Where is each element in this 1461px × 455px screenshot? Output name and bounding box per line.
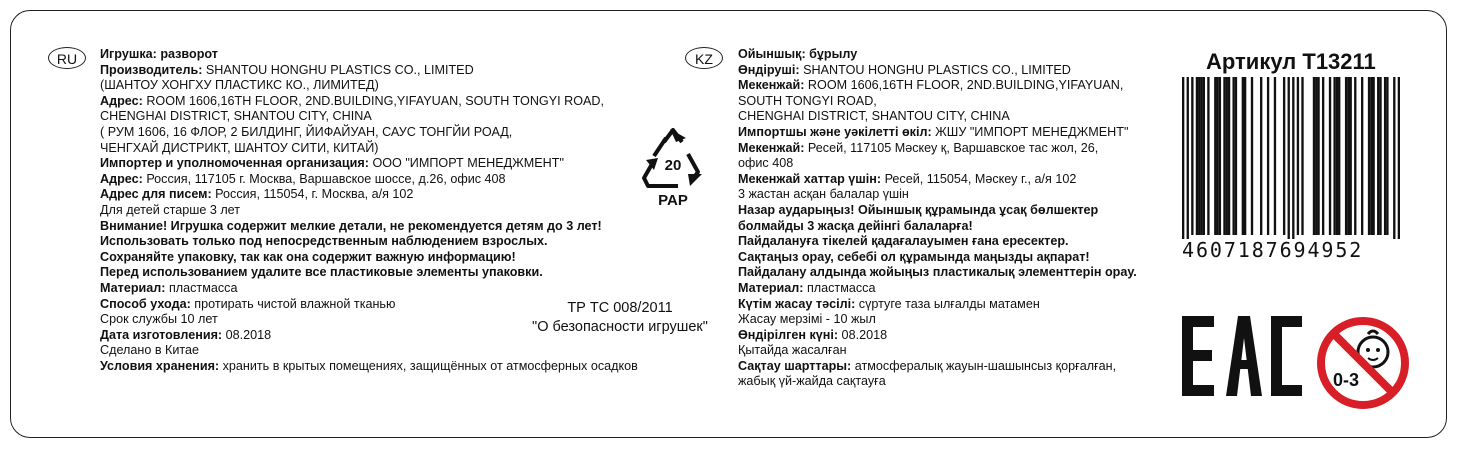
- ru-line-label: Материал:: [100, 280, 166, 295]
- barcode-bar: [1283, 77, 1285, 235]
- ru-line: [100, 359, 638, 375]
- barcode-bar: [1251, 77, 1253, 235]
- tr-ts-title: "О безопасности игрушек": [532, 319, 708, 335]
- barcode-bar: [1200, 77, 1202, 235]
- barcode-bar: [1361, 77, 1363, 235]
- barcode-bar: [1347, 77, 1349, 235]
- kz-line: [738, 187, 1137, 203]
- kz-line-label: Өндіруші:: [738, 62, 800, 77]
- barcode-bar: [1274, 77, 1276, 235]
- kz-line-label: Мекенжай:: [738, 140, 805, 155]
- kz-line-label: Өндірілген күні:: [738, 327, 839, 342]
- barcode-bar: [1226, 77, 1228, 235]
- kz-line: [738, 78, 1137, 94]
- barcode-bar: [1313, 77, 1315, 235]
- barcode-bar: [1333, 77, 1335, 235]
- recycle-code: PAP: [658, 192, 688, 208]
- kz-line-label: болмайды 3 жасқа дейінгі балаларға!: [738, 218, 973, 233]
- barcode-bar: [1301, 77, 1303, 235]
- kz-line: [738, 265, 1137, 281]
- barcode-bar: [1216, 77, 1218, 235]
- ru-line-text: ROOM 1606,16TH FLOOR, 2ND.BUILDING,YIFAYUAN, SOUTH TONGYI ROAD,: [142, 93, 604, 108]
- ru-line: [100, 281, 638, 297]
- barcode-bar: [1244, 77, 1246, 235]
- kz-line: [738, 281, 1137, 297]
- ru-line-text: SHANTOU HONGHU PLASTICS CO., LIMITED: [202, 62, 474, 77]
- ru-line-label: Импортер и уполномоченная организация:: [100, 156, 369, 171]
- kz-line: [738, 297, 1137, 313]
- ru-line: [100, 141, 638, 157]
- kz-line-label: Пайдалануға тікелей қадағалауымен ғана ересектер.: [738, 234, 1069, 249]
- ru-line-label: Дата изготовления:: [100, 327, 223, 342]
- ru-line: [100, 172, 638, 188]
- kz-line-text: SOUTH TONGYI ROAD,: [738, 93, 877, 108]
- kz-line: [738, 156, 1137, 172]
- barcode-bar: [1350, 77, 1352, 235]
- kz-line-text: атмосфералық жауын-шашынсыз қорғалған,: [851, 358, 1117, 373]
- kz-line-label: Назар аударыңыз! Ойыншық құрамында ұсақ бөлшектер: [738, 202, 1099, 217]
- kz-line: [738, 172, 1137, 188]
- barcode-bar: [1235, 77, 1237, 235]
- barcode-bar: [1317, 77, 1319, 235]
- kz-line-label: Мекенжай хаттар үшін:: [738, 171, 882, 186]
- barcode-bar: [1214, 77, 1216, 235]
- kz-line: [738, 94, 1137, 110]
- barcode-bar: [1297, 77, 1299, 235]
- recycle-number: 20: [664, 157, 682, 174]
- kz-line: [738, 125, 1137, 141]
- kz-line-text: ЖШУ "ИМПОРТ МЕНЕДЖМЕНТ": [931, 124, 1129, 139]
- kz-line: [738, 203, 1137, 219]
- barcode-bar: [1393, 77, 1395, 239]
- barcode-bar: [1207, 77, 1209, 235]
- kz-line-text: сүртуге таза ылғалды матамен: [855, 296, 1040, 311]
- barcode-bar: [1336, 77, 1338, 235]
- kz-line-text: Ресей, 115054, Мәскеу г., а/я 102: [881, 171, 1077, 186]
- tr-ts-number: ТР ТС 008/2011: [567, 300, 673, 316]
- ru-line: [100, 47, 638, 63]
- ru-line: [100, 250, 638, 266]
- ru-line: [100, 203, 638, 219]
- kz-line-label: Материал:: [738, 280, 804, 295]
- kz-line-text: Ресей, 117105 Мәскеу қ, Варшавское тас жол, 26,: [804, 140, 1099, 155]
- eac-mark-icon: [1182, 316, 1302, 396]
- ru-line-text: ЧЕНГХАЙ ДИСТРИКТ, ШАНТОУ СИТИ, КИТАЙ): [100, 140, 379, 155]
- barcode-bar: [1203, 77, 1205, 235]
- kz-line: [738, 234, 1137, 250]
- ru-line: [100, 78, 638, 94]
- ru-line-label: Адрес:: [100, 171, 143, 186]
- ru-line-label: Сохраняйте упаковку, так как она содержит важную информацию!: [100, 249, 516, 264]
- ru-line-label: Адрес:: [100, 93, 143, 108]
- kz-line-label: Ойыншық: бұрылу: [738, 47, 858, 61]
- ru-line-label: Использовать только под непосредственным наблюдением взрослых.: [100, 234, 548, 249]
- barcode-bar: [1377, 77, 1379, 235]
- article-number: Артикул T13211: [1206, 49, 1376, 74]
- ru-line-text: Сделано в Китае: [100, 343, 200, 358]
- barcode-bar: [1379, 77, 1381, 235]
- ru-line: [100, 265, 638, 281]
- ru-line-text: пластмасса: [165, 280, 238, 295]
- ru-line-text: ООО "ИМПОРТ МЕНЕДЖМЕНТ": [368, 156, 564, 171]
- ru-line-text: ( РУМ 1606, 16 ФЛОР, 2 БИЛДИНГ, ЙИФАЙУАН, САУС ТОНГЙИ РОАД,: [100, 124, 513, 139]
- ru-line: [100, 94, 638, 110]
- ru-line-label: Адрес для писем:: [100, 187, 212, 202]
- barcode-bar: [1191, 77, 1193, 235]
- ru-line: [100, 63, 638, 79]
- barcode-bar: [1182, 77, 1184, 239]
- barcode-bar: [1219, 77, 1221, 235]
- barcode-bar: [1338, 77, 1340, 235]
- ru-line-label: Игрушка: разворот: [100, 47, 218, 61]
- barcode-bar: [1292, 77, 1294, 239]
- kz-line: [738, 109, 1137, 125]
- barcode-bar: [1288, 77, 1290, 239]
- kz-text-block: [738, 47, 1137, 390]
- kz-line: [738, 312, 1137, 328]
- kz-line: [738, 374, 1137, 390]
- barcode-bar: [1242, 77, 1244, 235]
- barcode-digits: 4607187694952: [1182, 238, 1364, 262]
- ru-line-text: Срок службы 10 лет: [100, 312, 218, 327]
- kz-line: [738, 141, 1137, 157]
- kz-line: [738, 328, 1137, 344]
- barcode-bar: [1368, 77, 1370, 235]
- kz-line: [738, 359, 1137, 375]
- kz-line-text: 08.2018: [838, 327, 888, 342]
- kz-line-text: жабық үй-жайда сақтауға: [738, 374, 886, 389]
- kz-line-text: офис 408: [738, 156, 794, 171]
- kz-line-text: SHANTOU HONGHU PLASTICS CO., LIMITED: [799, 62, 1071, 77]
- barcode-bar: [1398, 77, 1400, 239]
- kz-line-label: Импортшы және уәкілетті өкіл:: [738, 124, 932, 139]
- barcode-bar: [1372, 77, 1374, 235]
- kz-line-text: Қытайда жасалған: [738, 343, 847, 358]
- recycling-icon: [634, 128, 712, 208]
- barcode-bar: [1386, 77, 1388, 235]
- barcode-bar: [1315, 77, 1317, 235]
- barcode-bar: [1329, 77, 1331, 235]
- ru-line-text: хранить в крытых помещениях, защищённых от атмосферных осадков: [219, 358, 638, 373]
- barcode-bar: [1354, 77, 1356, 235]
- kz-line-label: Сақтаңыз орау, себебі ол құрамында маңызды ақпарат!: [738, 249, 1090, 264]
- ru-line-text: Россия, 117105 г. Москва, Варшавское шоссе, д.26, офис 408: [142, 171, 506, 186]
- kz-line-label: Пайдалану алдында жойыңыз пластикалық элементтерін орау.: [738, 265, 1137, 280]
- ru-line-label: Способ ухода:: [100, 296, 191, 311]
- lang-badge-kz: KZ: [685, 47, 723, 69]
- barcode-bar: [1267, 77, 1269, 235]
- kz-line: [738, 219, 1137, 235]
- barcode-bar: [1196, 77, 1198, 235]
- ru-line-label: Производитель:: [100, 62, 203, 77]
- barcode-bar: [1345, 77, 1347, 235]
- kz-line: [738, 250, 1137, 266]
- barcode-bar: [1384, 77, 1386, 235]
- tr-ts-block: [520, 299, 720, 337]
- kz-line-text: пластмасса: [803, 280, 876, 295]
- kz-line: [738, 47, 1137, 63]
- barcode-icon: [1182, 77, 1400, 239]
- ru-line-text: протирать чистой влажной тканью: [190, 296, 396, 311]
- ru-line: [100, 343, 638, 359]
- barcode-bar: [1187, 77, 1189, 239]
- ru-line-label: Условия хранения:: [100, 358, 220, 373]
- barcode-bar: [1232, 77, 1234, 235]
- barcode-bar: [1260, 77, 1262, 235]
- barcode-bar: [1228, 77, 1230, 235]
- age-warning-icon: [1316, 316, 1410, 410]
- kz-line-text: CHENGHAI DISTRICT, SHANTOU CITY, CHINA: [738, 109, 1010, 124]
- kz-line-text: ROOM 1606,16TH FLOOR, 2ND.BUILDING,YIFAYUAN,: [804, 78, 1124, 93]
- age-label: 0-3: [1332, 370, 1360, 390]
- lang-badge-ru: RU: [48, 47, 86, 69]
- ru-line-label: Внимание! Игрушка содержит мелкие детали, не рекомендуется детям до 3 лет!: [100, 218, 602, 233]
- ru-line-text: Россия, 115054, г. Москва, а/я 102: [211, 187, 414, 202]
- kz-line-label: Күтім жасау тәсілі:: [738, 296, 856, 311]
- ru-line-text: Для детей старше 3 лет: [100, 202, 241, 217]
- ru-line: [100, 187, 638, 203]
- ru-line: [100, 109, 638, 125]
- kz-line: [738, 343, 1137, 359]
- ru-line: [100, 234, 638, 250]
- ru-line-text: CHENGHAI DISTRICT, SHANTOU CITY, CHINA: [100, 109, 372, 124]
- kz-line-text: 3 жастан асқан балалар үшін: [738, 187, 909, 202]
- ru-line-label: Перед использованием удалите все пластиковые элементы упаковки.: [100, 265, 543, 280]
- kz-line-label: Мекенжай:: [738, 78, 805, 93]
- barcode-bar: [1370, 77, 1372, 235]
- barcode-bar: [1223, 77, 1225, 235]
- ru-line: [100, 156, 638, 172]
- ru-line-text: (ШАНТОУ ХОНГХУ ПЛАСТИКС КО., ЛИМИТЕД): [100, 78, 379, 93]
- kz-line: [738, 63, 1137, 79]
- ru-line: [100, 125, 638, 141]
- kz-line-label: Сақтау шарттары:: [738, 358, 852, 373]
- kz-line-text: Жасау мерзімі - 10 жыл: [738, 312, 876, 327]
- ru-line-text: 08.2018: [222, 327, 272, 342]
- ru-line: [100, 219, 638, 235]
- barcode-bar: [1198, 77, 1200, 235]
- barcode-bar: [1322, 77, 1324, 235]
